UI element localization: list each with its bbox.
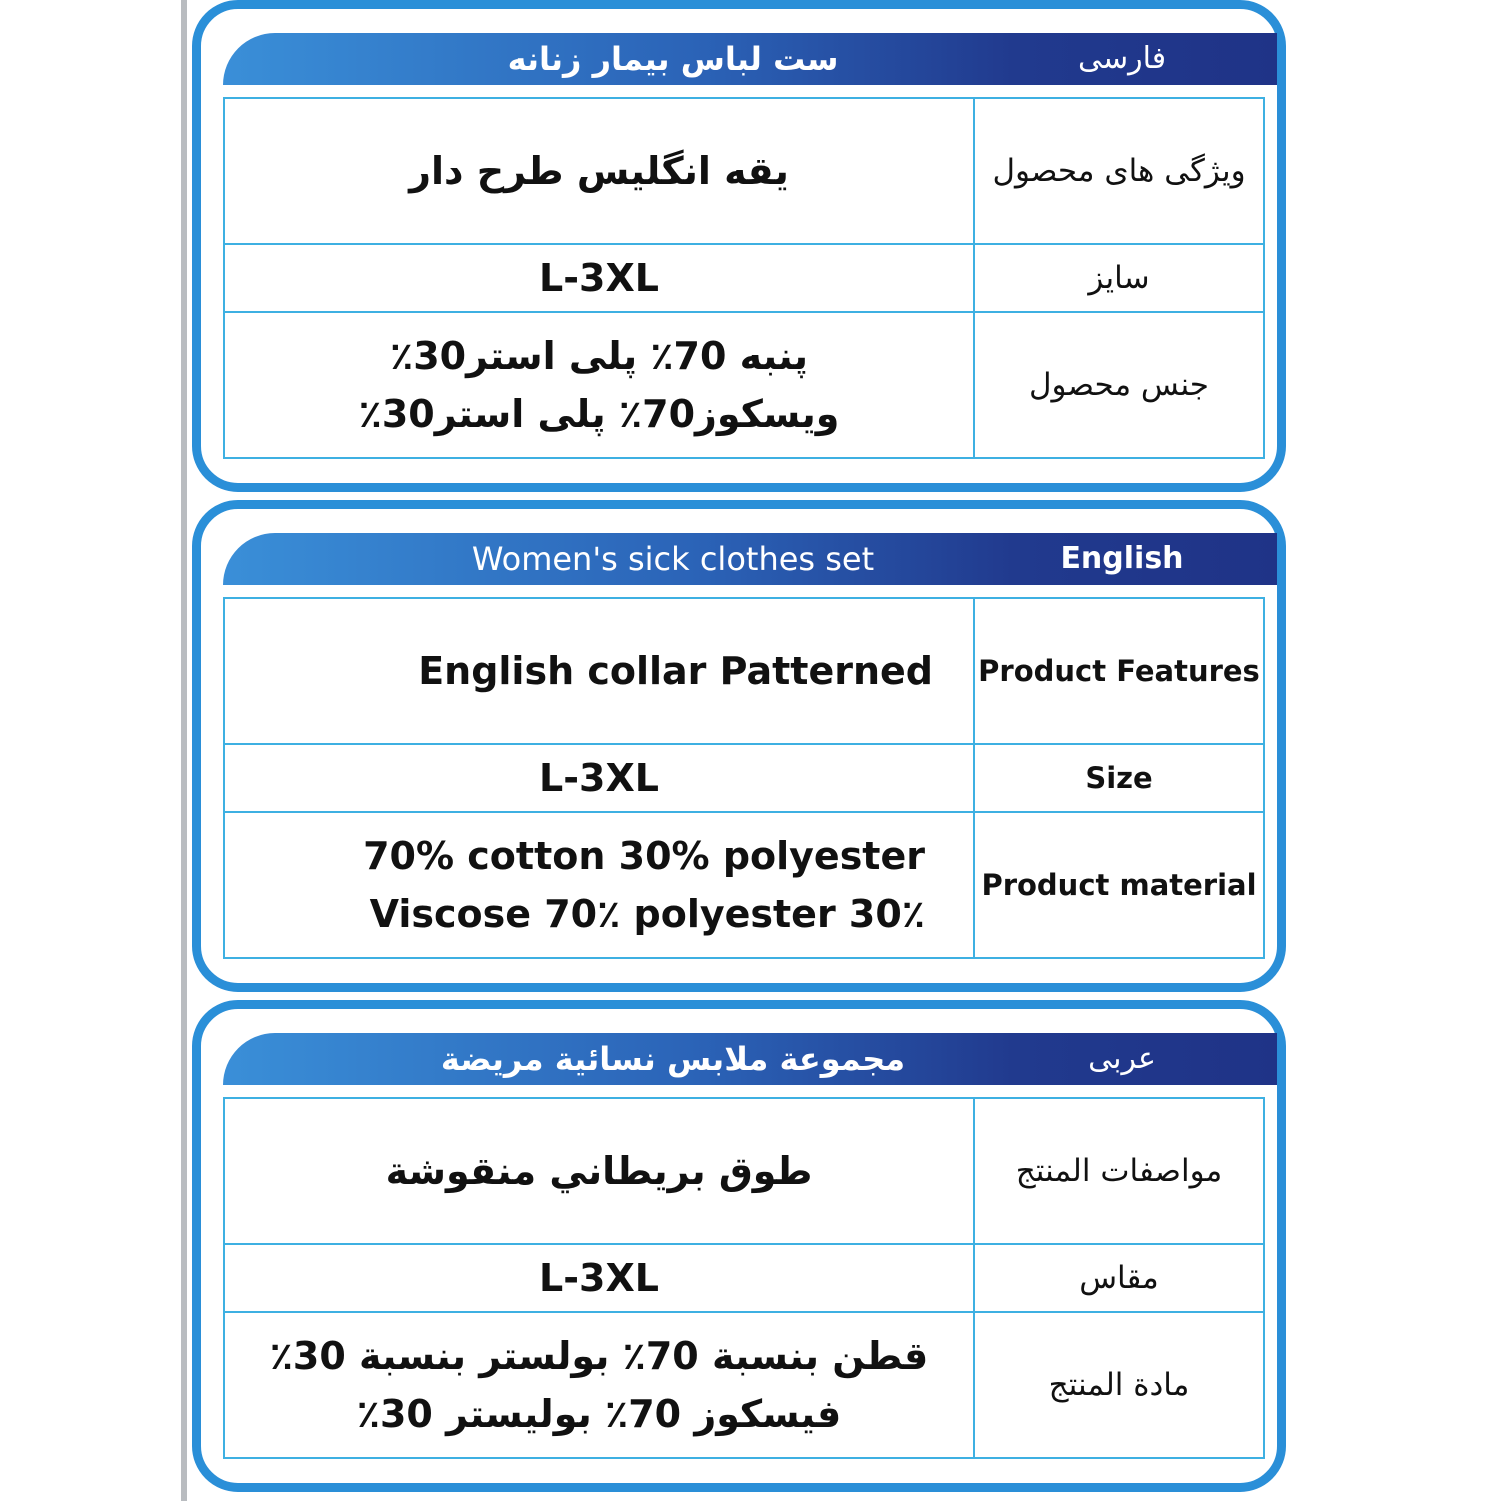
card-header (223, 533, 1277, 585)
product-features-value: English collar Patterned (224, 598, 974, 744)
size-label: مقاس (974, 1244, 1264, 1312)
product-features-label: ویژگی های محصول (974, 98, 1264, 244)
table-row (224, 598, 1264, 744)
spec-card-english (192, 500, 1286, 992)
table-row (224, 244, 1264, 312)
table-row (224, 1098, 1264, 1244)
language-label: فارسی (1077, 41, 1167, 76)
language-label: عربی (1088, 1041, 1156, 1076)
size-label: Size (974, 744, 1264, 812)
product-features-value: یقه انگلیس طرح دار (224, 98, 974, 244)
table-row (224, 98, 1264, 244)
spec-table (223, 1097, 1265, 1459)
product-features-label: مواصفات المنتج (974, 1098, 1264, 1244)
spec-table (223, 597, 1265, 959)
spec-card-arabic (192, 1000, 1286, 1492)
card-header (223, 1033, 1277, 1085)
spec-table (223, 97, 1265, 459)
left-edge-strip (181, 0, 187, 1501)
product-material-value: پنبه 70٪ پلی استر30٪ ویسکوز70٪ پلی استر30٪ (224, 312, 974, 458)
language-label: English (1060, 541, 1184, 576)
size-value: L-3XL (224, 1244, 974, 1312)
table-row (224, 812, 1264, 958)
spec-card-persian (192, 0, 1286, 492)
table-row (224, 744, 1264, 812)
table-row (224, 312, 1264, 458)
product-material-value: قطن بنسبة 70٪ بولستر بنسبة 30٪ فيسكوز 70٪ بوليستر 30٪ (224, 1312, 974, 1458)
size-label: سایز (974, 244, 1264, 312)
card-header (223, 33, 1277, 85)
size-value: L-3XL (224, 244, 974, 312)
product-material-label: جنس محصول (974, 312, 1264, 458)
card-title: Women's sick clothes set (471, 540, 875, 578)
product-features-value: طوق بريطاني منقوشة (224, 1098, 974, 1244)
product-material-label: مادة المنتج (974, 1312, 1264, 1458)
product-material-value: 70% cotton 30% polyester Viscose 70٪ polyester 30٪ (224, 812, 974, 958)
table-row (224, 1244, 1264, 1312)
table-row (224, 1312, 1264, 1458)
card-title: مجموعة ملابس نسائية مريضة (440, 1040, 906, 1078)
product-material-label: Product material (974, 812, 1264, 958)
product-features-label: Product Features (974, 598, 1264, 744)
size-value: L-3XL (224, 744, 974, 812)
card-title: ست لباس بیمار زنانه (507, 40, 839, 78)
